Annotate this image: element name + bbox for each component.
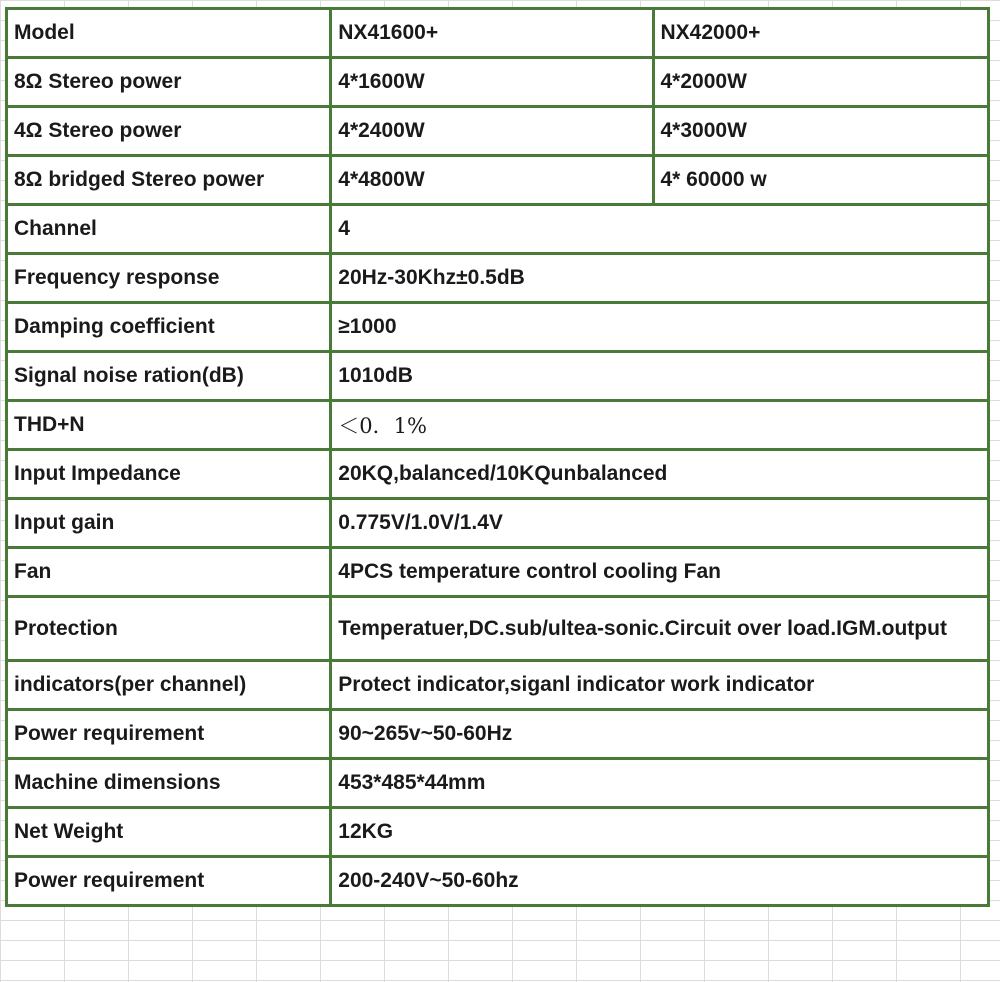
row-value-cell[interactable]: Protect indicator,siganl indicator work indicator [331, 661, 989, 710]
table-row [7, 450, 989, 499]
table-row [7, 303, 989, 352]
row-label-cell[interactable]: Net Weight [7, 808, 331, 857]
table-row [7, 597, 989, 661]
row-value-cell[interactable] [331, 597, 989, 661]
table-row [7, 107, 989, 156]
model-b-value-cell[interactable]: 4*2000W [653, 58, 989, 107]
table-row [7, 352, 989, 401]
table-row [7, 759, 989, 808]
row-label-cell[interactable]: Channel [7, 205, 331, 254]
protection-value-text: Temperatuer,DC.sub/ultea-sonic.Circuit over load.IGM.output [338, 616, 947, 640]
model-b-value-cell[interactable]: 4* 60000 w [653, 156, 989, 205]
row-value-cell[interactable]: 20Hz-30Khz±0.5dB [331, 254, 989, 303]
model-a-value-cell[interactable]: 4*1600W [331, 58, 653, 107]
row-label-cell[interactable]: 8Ω Stereo power [7, 58, 331, 107]
row-value-cell[interactable]: 453*485*44mm [331, 759, 989, 808]
row-label-cell[interactable]: THD+N [7, 401, 331, 450]
table-row [7, 156, 989, 205]
row-label-cell[interactable]: Signal noise ration(dB) [7, 352, 331, 401]
row-value-cell[interactable]: 12KG [331, 808, 989, 857]
model-a-value-cell[interactable]: 4*4800W [331, 156, 653, 205]
table-header-row [7, 9, 989, 58]
table-row [7, 401, 989, 450]
row-value-cell[interactable]: ≥1000 [331, 303, 989, 352]
table-row [7, 808, 989, 857]
row-value-cell[interactable]: ＜0．1% [331, 401, 989, 450]
row-value-cell[interactable]: 0.775V/1.0V/1.4V [331, 499, 989, 548]
table-row [7, 205, 989, 254]
row-value-cell[interactable]: 1010dB [331, 352, 989, 401]
row-value-cell[interactable]: 90~265v~50-60Hz [331, 710, 989, 759]
row-value-cell[interactable]: 20KQ,balanced/10KQunbalanced [331, 450, 989, 499]
header-model-a-cell[interactable]: NX41600+ [331, 9, 653, 58]
row-label-cell[interactable]: Protection [7, 597, 331, 661]
model-b-value-cell[interactable]: 4*3000W [653, 107, 989, 156]
row-label-cell[interactable]: Fan [7, 548, 331, 597]
row-label-cell[interactable]: Input Impedance [7, 450, 331, 499]
table-row [7, 548, 989, 597]
table-row [7, 661, 989, 710]
row-label-cell[interactable]: Power requirement [7, 710, 331, 759]
row-label-cell[interactable]: 8Ω bridged Stereo power [7, 156, 331, 205]
header-model-b-cell[interactable]: NX42000+ [653, 9, 989, 58]
row-value-cell[interactable]: 200-240V~50-60hz [331, 857, 989, 906]
header-label-cell[interactable]: Model [7, 9, 331, 58]
table-row [7, 254, 989, 303]
row-label-cell[interactable]: 4Ω Stereo power [7, 107, 331, 156]
row-label-cell[interactable]: Input gain [7, 499, 331, 548]
row-label-cell[interactable]: Frequency response [7, 254, 331, 303]
row-label-cell[interactable]: Power requirement [7, 857, 331, 906]
table-row [7, 499, 989, 548]
table-row [7, 710, 989, 759]
specification-table [5, 7, 990, 907]
table-row [7, 58, 989, 107]
row-label-cell[interactable]: Damping coefficient [7, 303, 331, 352]
model-a-value-cell[interactable]: 4*2400W [331, 107, 653, 156]
table-row [7, 857, 989, 906]
row-label-cell[interactable]: indicators(per channel) [7, 661, 331, 710]
row-value-cell[interactable]: 4PCS temperature control cooling Fan [331, 548, 989, 597]
row-label-cell[interactable]: Machine dimensions [7, 759, 331, 808]
row-value-cell[interactable]: 4 [331, 205, 989, 254]
